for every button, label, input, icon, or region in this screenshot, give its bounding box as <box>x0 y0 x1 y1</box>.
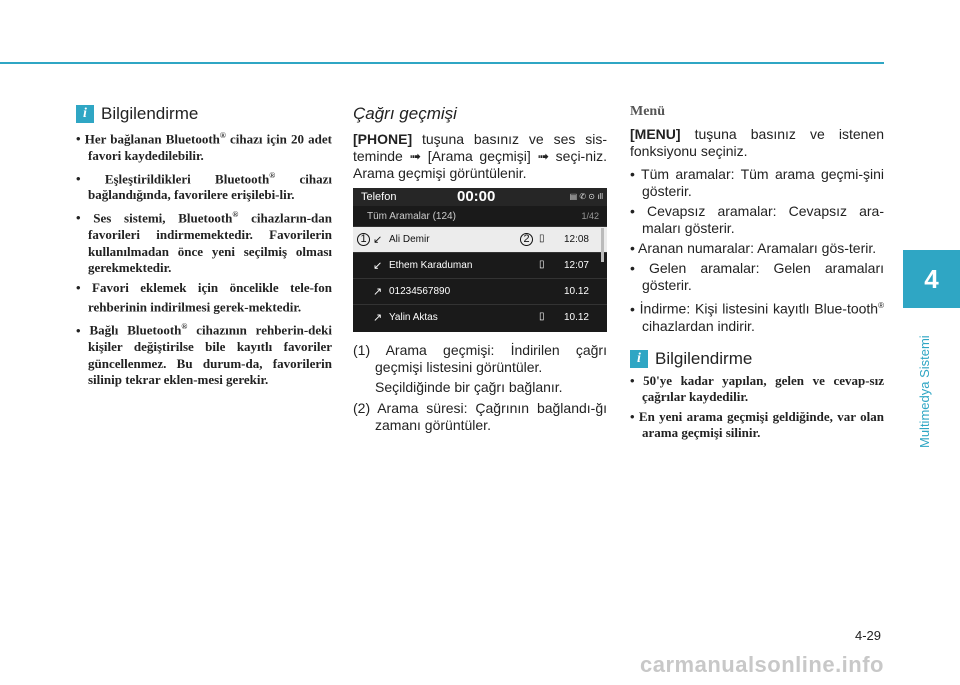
menu-list <box>630 166 884 335</box>
info-list <box>630 373 884 442</box>
step-item: (2) Arama süresi: Çağrının bağlandı-ğı zamanı görüntüler. <box>353 400 608 433</box>
screen-header <box>353 188 607 206</box>
info-item: • Ses sistemi, Bluetooth® cihazların-dan favorileri indirmemektedir. Favorilerin kullanılmadan önce yeni seçilmiş olması gerekmektedir. <box>76 207 332 277</box>
call-time: 10.12 <box>563 312 589 323</box>
call-row[interactable] <box>353 226 607 252</box>
steps-list <box>353 342 607 376</box>
call-name: Ethem Karaduman <box>389 260 473 271</box>
list-title: Tüm Aramalar (124) <box>367 211 456 222</box>
info-heading <box>630 349 884 369</box>
menu-title: Menü <box>630 104 665 119</box>
call-row[interactable] <box>353 304 607 330</box>
info-item: • En yeni arama geçmişi geldiğinde, var olan arama geçmişi silinir. <box>630 409 884 442</box>
incoming-call-icon: ↙ <box>373 260 383 272</box>
call-history-screen <box>353 188 607 332</box>
page-number: 4-29 <box>855 628 882 643</box>
top-rule <box>0 62 884 64</box>
info-item: • Bağlı Bluetooth® cihazının rehberin-deki kişiler değiştirilse bile kayıtlı favoriler güncellenmez. Bu durum-da, favorilerin silinip tekrar eklen-mesi gerekir. <box>76 319 332 389</box>
screen-app-title: Telefon <box>361 191 397 203</box>
menu-paragraph: [MENU] tuşuna basınız ve istenen fonksiyonu seçiniz. <box>630 126 884 159</box>
column-middle <box>353 104 607 437</box>
info-icon: i <box>630 350 648 368</box>
info-item: • 50'ye kadar yapılan, gelen ve cevap-sız çağrılar kaydedilir. <box>630 373 884 406</box>
outgoing-call-icon: ↗ <box>373 312 383 324</box>
phone-key: [PHONE] <box>353 131 413 147</box>
info-item: • Eşleştirildikleri Bluetooth® cihazı bağlandığında, favorilere erişilebi-lir. <box>76 168 332 205</box>
chapter-label <box>915 318 935 448</box>
phone-icon: ▯ <box>539 311 545 322</box>
call-time: 12:08 <box>563 234 589 245</box>
outgoing-call-icon: ↗ <box>373 286 383 298</box>
info-item: • Her bağlanan Bluetooth® cihazı için 20 adet favori kaydedilebilir. <box>76 128 332 165</box>
menu-key: [MENU] <box>630 126 681 142</box>
call-row[interactable] <box>353 278 607 304</box>
call-name: Ali Demir <box>389 234 430 245</box>
status-icons: ▤ ✆ ⊙ ıll <box>569 192 603 201</box>
menu-item: • Tüm aramalar: Tüm arama geçmi-şini gösterir. <box>630 166 884 200</box>
screen-list-header <box>353 206 607 226</box>
step-note: Seçildiğinde bir çağrı bağlanır. <box>375 379 563 395</box>
call-row[interactable] <box>353 252 607 278</box>
call-name: 01234567890 <box>389 286 451 297</box>
info-title: Bilgilendirme <box>655 348 753 368</box>
info-list <box>76 128 332 389</box>
menu-item: • İndirme: Kişi listesini kayıtlı Blue-tooth® cihazlardan indirir. <box>630 297 884 335</box>
intro-paragraph: [PHONE] tuşuna basınız ve ses sis-teminde ➟ [Arama geçmişi] ➟ seçi-niz. Arama geçmişi görüntülenir. <box>353 131 607 181</box>
list-page: 1/42 <box>581 211 599 221</box>
call-name: Yalin Aktas <box>389 312 438 323</box>
callout-marker: 2 <box>520 233 533 246</box>
info-heading <box>76 104 332 124</box>
scrollbar[interactable] <box>601 228 604 262</box>
callout-marker: 1 <box>357 233 370 246</box>
info-title: Bilgilendirme <box>101 104 199 123</box>
phone-icon: ▯ <box>539 233 545 244</box>
column-left <box>76 104 332 392</box>
menu-item: • Cevapsız aramalar: Cevapsız ara-maları gösterir. <box>630 203 884 237</box>
menu-item: • Aranan numaralar: Aramaları gös-terir. <box>630 240 884 257</box>
screen-clock: 00:00 <box>457 188 496 205</box>
call-time: 12:07 <box>563 260 589 271</box>
phone-icon: ▯ <box>539 259 545 270</box>
menu-item: • Gelen aramalar: Gelen aramaları gösterir. <box>630 260 884 294</box>
incoming-call-icon: ↙ <box>373 234 383 246</box>
section-title: Çağrı geçmişi <box>353 104 457 123</box>
chapter-label-text: Multimedya Sistemi <box>917 335 932 448</box>
call-time: 10.12 <box>563 286 589 297</box>
column-right <box>630 104 884 445</box>
info-item: • Favori eklemek için öncelikle tele-fon rehberinin indirilmesi gerek-mektedir. <box>76 280 332 317</box>
info-icon: i <box>76 105 94 123</box>
watermark: carmanualsonline.info <box>640 652 884 677</box>
chapter-tab: 4 <box>903 250 960 308</box>
step-item: (1) Arama geçmişi: İndirilen çağrı geçmişi listesini görüntüler. <box>353 342 607 375</box>
steps-list <box>353 400 607 434</box>
